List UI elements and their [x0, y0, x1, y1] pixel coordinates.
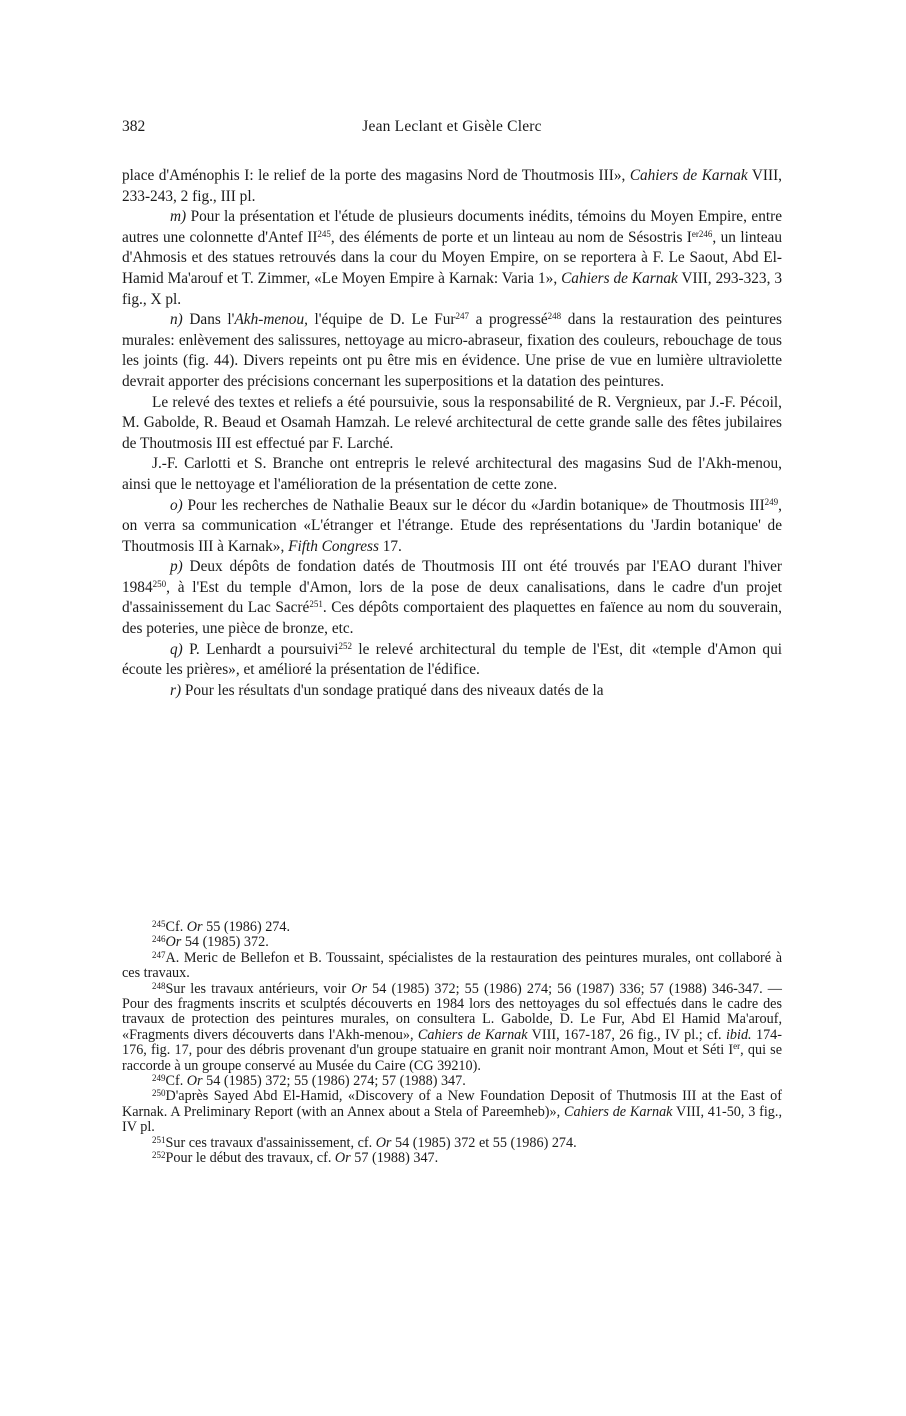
text-span: VIII, 233-243, 2 fig., III pl. — [122, 167, 782, 205]
footnote-249 — [122, 1074, 782, 1089]
text-span: 57 (1988) 347. — [350, 1150, 439, 1167]
footnote-ref: 246 — [698, 228, 713, 239]
text-span: Cf. — [165, 1073, 187, 1090]
text-span: VIII, 167-187, 26 fig., IV pl.; cf. — [527, 1026, 726, 1043]
item-label: o) — [170, 496, 183, 514]
footnote-number: 251 — [152, 1134, 166, 1145]
item-label: n) — [170, 311, 183, 329]
text-span: 54 (1985) 372; 55 (1986) 274; 57 (1988) 347. — [202, 1073, 466, 1090]
footnote-number: 246 — [152, 934, 166, 945]
footnote-ref: 251 — [309, 599, 323, 610]
footnote-number: 247 — [152, 949, 166, 960]
item-label: m) — [170, 208, 187, 226]
text-span: Pour la présentation et l'étude de plusieurs documents inédits, témoins du Moyen Empire, entre autres une colonnette d'Antef II — [122, 208, 782, 246]
text-span: dans la restauration des peintures murales: enlèvement des salissures, nettoyage au micro-abraseur, fixation des couleurs, rebouchage de tous les joints (fig. 44). Divers repeints ont pu être mis en évidence. Une prise de vue en lumière ultraviolette devrait apporter des précisions concernant les superpositions et la datation des peintures. — [122, 311, 782, 390]
footnote-246 — [122, 935, 782, 950]
footnote-ref: 247 — [455, 311, 469, 322]
text-span: Sur ces travaux d'assainissement, cf. — [165, 1134, 376, 1151]
text-span: 54 (1985) 372. — [181, 934, 269, 951]
text-span: Pour les recherches de Nathalie Beaux sur le décor du «Jardin botanique» de Thoutmosis III — [182, 496, 765, 514]
footnote-ref: 250 — [152, 578, 167, 589]
footnote-number: 250 — [152, 1088, 166, 1099]
text-span: Dans l' — [182, 311, 235, 329]
text-span: le relevé architectural du temple de l'Est, dit «temple d'Amon qui écoute les prières», et amélioré la présentation de l'édifice. — [122, 640, 782, 679]
text-span: 174-176, fig. 17, pour des débris provenant d'un groupe statuaire en granit noir montrant Amon, Mout et Séti I — [122, 1026, 782, 1059]
text-span: P. Lenhardt a poursuivi — [182, 640, 339, 658]
text-span: Pour le début des travaux, cf. — [165, 1150, 335, 1167]
paragraph-o — [122, 496, 782, 558]
text-span: . Ces dépôts comportaient des plaquettes en faïence au nom du souverain, des poteries, une pièce de bronze, etc. — [122, 599, 783, 638]
page — [122, 118, 782, 701]
footnotes — [122, 920, 782, 1167]
footnote-number: 245 — [152, 919, 166, 929]
text-span: , un linteau d'Ahmosis et des statues retrouvés dans la cour du Moyen Empire, on se reportera à F. Le Saout, Abd El-Hamid Ma'arouf et T. Zimmer, «Le Moyen Empire à Karnak: Varia 1», — [122, 228, 782, 287]
item-label: r) — [170, 681, 182, 699]
paragraph-n — [122, 310, 782, 392]
paragraph-carlotti: J.-F. Carlotti et S. Branche ont entrepris le relevé architectural des magasins Sud de l'Akh-menou, ainsi que le nettoyage et l'amélioration de la présentation de cette zone. — [122, 455, 782, 493]
footnote-250 — [122, 1089, 782, 1135]
text-span: , des éléments de porte et un linteau au nom de Sésostris I — [330, 228, 692, 246]
italic-title: Or — [186, 1073, 203, 1090]
footnote-247 — [122, 951, 782, 982]
footnote-248 — [122, 982, 782, 1074]
text-span: VIII, 293-323, 3 fig., X pl. — [122, 269, 782, 308]
text-span: Deux dépôts de fondation datés de Thoutmosis III ont été trouvés par l'EAO durant l'hiver 1984 — [122, 558, 782, 596]
footnote-ref: 249 — [764, 496, 779, 507]
italic-title: Cahiers de Karnak — [417, 1026, 528, 1043]
paragraph-q — [122, 640, 782, 681]
footnote-number: 248 — [152, 980, 166, 991]
text-span: a progressé — [469, 311, 548, 329]
ordinal-suffix: er — [691, 228, 699, 239]
text-span: 54 (1985) 372; 55 (1986) 274; 56 (1987) 336; 57 (1988) 346-347. — Pour des fragments inscrits et sculptés découverts en 1984 lors des nettoyages du sol effectués dans le cadre des travaux de protection des peintures murales, on consultera L. Gabolde, D. Le Fur, Abd El Hamid Ma'arouf, «Fragments divers découverts dans l'Akh-menou», — [122, 980, 782, 1043]
paragraph-releve: Le relevé des textes et reliefs a été poursuivie, sous la responsabilité de R. Vergnieux, par J.-F. Pécoil, M. Gabolde, R. Beaud et Osamah Hamzah. Le relevé architectural de cette grande salle des fêtes jubilaires de Thoutmosis III est effectué par F. Larché. — [122, 393, 782, 452]
text-span: A. Meric de Bellefon et B. Toussaint, spécialistes de la restauration des peintures murales, ont collaboré à ces travaux. — [122, 949, 782, 982]
italic-term: ibid. — [725, 1026, 752, 1043]
item-label: q) — [170, 640, 183, 658]
italic-title: Or — [334, 1150, 351, 1167]
footnote-ref: 245 — [317, 228, 331, 239]
italic-title: Or — [375, 1134, 392, 1151]
text-span: D'après Sayed Abd El-Hamid, «Discovery of a New Foundation Deposit of Thutmosis III at the East of Karnak. A Preliminary Report (with an Annex about a Stela of Pareemheb)», — [122, 1088, 782, 1120]
ordinal-suffix: er — [733, 1041, 741, 1052]
paragraph-p — [122, 557, 782, 639]
text-span: Cf. — [165, 919, 187, 935]
footnote-number: 249 — [152, 1073, 166, 1084]
text-span: l'équipe de D. Le Fur — [307, 311, 456, 329]
paragraph-r — [122, 681, 782, 702]
italic-title: Or — [186, 919, 203, 935]
italic-title: Fifth Congress — [288, 537, 379, 555]
footnote-ref: 248 — [547, 311, 562, 322]
text-span: 55 (1986) 274. — [202, 919, 291, 935]
footnote-252 — [122, 1151, 782, 1166]
italic-title: Or — [165, 934, 182, 951]
text-span: place d'Aménophis I: le relief de la porte des magasins Nord de Thoutmosis III», — [122, 167, 630, 184]
text-span: , on verra sa communication «L'étranger et l'étrange. Etude des représentations du 'Jardin botanique' de Thoutmosis III à Karnak», — [122, 496, 782, 555]
text-span: 17. — [378, 537, 402, 555]
running-head: Jean Leclant et Gisèle Clerc — [362, 118, 542, 135]
paragraph-continued — [122, 166, 782, 207]
main-text — [122, 166, 782, 701]
footnote-number: 252 — [152, 1150, 166, 1161]
italic-title: Cahiers de Karnak — [563, 1103, 673, 1120]
italic-title: Or — [351, 980, 368, 997]
text-span: 54 (1985) 372 et 55 (1986) 274. — [391, 1134, 577, 1151]
text-span: Pour les résultats d'un sondage pratiqué dans des niveaux datés de la — [181, 681, 604, 699]
footnote-ref: 252 — [338, 640, 353, 651]
italic-title: Cahiers de Karnak — [629, 167, 748, 184]
italic-title: Cahiers de Karnak — [561, 269, 678, 287]
footnote-245 — [122, 920, 782, 935]
item-label: p) — [170, 558, 183, 576]
footnote-251 — [122, 1136, 782, 1151]
paragraph-m — [122, 207, 782, 310]
italic-term: Akh-menou, — [234, 311, 308, 329]
text-span: VIII, 41-50, 3 fig., IV pl. — [122, 1103, 782, 1136]
page-header — [122, 118, 782, 140]
text-span: Sur les travaux antérieurs, voir — [165, 980, 352, 997]
page-number: 382 — [122, 118, 146, 135]
text-span: , qui se raccorde à un groupe conservé au Musée du Caire (CG 39210). — [122, 1042, 782, 1074]
text-span: , à l'Est du temple d'Amon, lors de la pose de deux canalisations, dans le cadre d'un projet d'assainissement du Lac Sacré — [122, 578, 782, 617]
